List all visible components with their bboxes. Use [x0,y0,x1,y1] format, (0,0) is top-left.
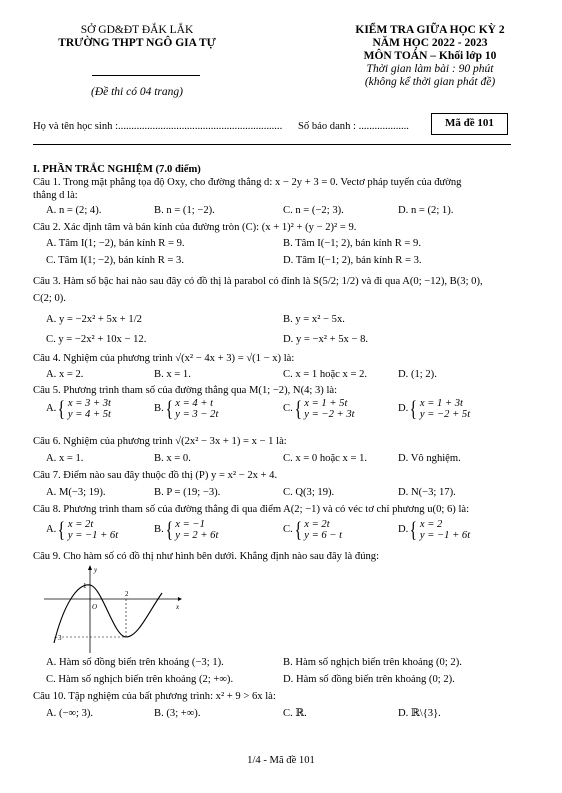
q5-option-b-label: B. [154,403,164,414]
question-1-text-cont: thẳng d là: [33,190,78,201]
q6-option-c: C. x = 0 hoặc x = 1. [283,453,368,464]
q3-option-a: A. y = −2x² + 5x + 1/2 [46,314,142,325]
exam-title: KIỂM TRA GIỮA HỌC KỲ 2 [355,24,505,36]
q7-option-d: D. N(−3; 17). [398,487,456,498]
header-divider-left [92,75,200,76]
q3-option-c: C. y = −2x² + 10x − 12. [46,334,147,345]
page-footer: 1/4 - Mã đề 101 [247,755,315,766]
q5-option-a-label: A. [46,403,57,414]
q5-d-eq2: y = −2 + 5t [419,409,471,420]
q6-option-b: B. x = 0. [154,453,191,464]
q8-option-d-label: D. [398,524,409,535]
brace-icon: { [294,396,302,421]
q5-option-c [283,397,355,421]
q10-option-c: C. ℝ. [283,708,307,719]
q2-option-a: A. Tâm I(1; −2), bán kính R = 9. [46,238,185,249]
q8-option-c-label: C. [283,524,293,535]
q1-option-d: D. n = (2; 1). [398,205,454,216]
q2-option-b: B. Tâm I(−1; 2), bán kính R = 9. [283,238,421,249]
q1-option-b: B. n = (1; −2). [154,205,215,216]
student-id-field: Số báo danh : ................... [298,121,409,132]
q4-option-c: C. x = 1 hoặc x = 2. [283,369,368,380]
q5-option-c-label: C. [283,403,293,414]
q5-c-eq2: y = −2 + 3t [304,409,355,420]
q4-option-b: B. x = 1. [154,369,191,380]
brace-icon: { [294,517,302,542]
q3-option-d: D. y = −x² + 5x − 8. [283,334,369,345]
function-graph [40,563,190,655]
y-axis-arrow-icon [88,565,92,570]
tick-y-neg-label: −3 [54,634,62,642]
brace-icon: { [409,517,418,542]
q8-option-b-label: B. [154,524,164,535]
q8-c-eq2: y = 6 − t [304,530,343,541]
question-7-text: Câu 7. Điểm nào sau đây thuộc đồ thị (P) y = x² − 2x + 4. [33,470,278,481]
q8-d-eq2: y = −1 + 6t [419,530,471,541]
question-6-text: Câu 6. Nghiệm của phương trình √(2x² − 3x + 1) = x − 1 là: [33,436,287,447]
q8-option-c [283,518,342,542]
q7-option-a: A. M(−3; 19). [46,487,106,498]
school-name: TRƯỜNG THPT NGÔ GIA TỰ [58,37,216,49]
brace-icon: { [165,396,173,421]
q9-option-d: D. Hàm số đồng biến trên khoảng (0; 2). [283,674,455,685]
question-9-text: Câu 9. Cho hàm số có đồ thị như hình bên dưới. Khẳng định nào sau đây là đúng: [33,551,380,562]
time-note: (không kể thời gian phát đề) [364,76,496,88]
student-divider [33,144,511,145]
brace-icon: { [57,517,66,542]
q2-option-c: C. Tâm I(1; −2), bán kính R = 3. [46,255,184,266]
function-curve [54,585,162,643]
question-3-text: Câu 3. Hàm số bậc hai nào sau đây có đồ thị là parabol có đỉnh là S(5/2; 1/2) và đi qua A(0; −12), B(3; 0), [33,276,483,287]
q7-option-c: C. Q(3; 19). [283,487,335,498]
tick-y-pos-label: 1 [83,582,87,590]
question-4-text: Câu 4. Nghiệm của phương trình √(x² − 4x + 3) = √(1 − x) là: [33,353,295,364]
school-year: NĂM HỌC 2022 - 2023 [372,37,488,49]
question-10-text: Câu 10. Tập nghiệm của bất phương trình: x² + 9 > 6x là: [33,691,276,702]
page-count-note: (Đề thi có 04 trang) [91,86,183,98]
q7-option-b: B. P = (19; −3). [154,487,221,498]
x-axis-label: x [176,603,180,611]
q1-option-a: A. n = (2; 4). [46,205,102,216]
q8-a-eq1: x = 2t [67,519,94,530]
q8-option-d [398,518,470,542]
question-5-text: Câu 5. Phương trình tham số của đường thẳng qua M(1; −2), N(4; 3) là: [33,385,338,396]
brace-icon: { [57,396,66,421]
q5-option-a [46,397,111,421]
q6-option-a: A. x = 1. [46,453,84,464]
q4-option-d: D. (1; 2). [398,369,437,380]
department-name: SỞ GD&ĐT ĐẮK LẮK [80,24,194,36]
subject-line: MÔN TOÁN – Khối lớp 10 [363,50,497,62]
x-axis-arrow-icon [178,597,182,601]
q8-b-eq2: y = 2 + 6t [175,530,219,541]
q3-option-b: B. y = x² − 5x. [283,314,345,325]
q9-option-a: A. Hàm số đồng biến trên khoảng (−3; 1). [46,657,224,668]
y-axis-label: y [94,566,98,574]
q8-option-b [154,518,218,542]
section-title: I. PHẦN TRẮC NGHIỆM (7.0 điểm) [33,164,201,175]
q6-option-d: D. Vô nghiệm. [398,453,461,464]
time-limit: Thời gian làm bài : 90 phút [366,63,494,75]
brace-icon: { [409,396,418,421]
q8-option-a-label: A. [46,524,57,535]
tick-x-label: 2 [125,590,129,598]
question-3-text-cont: C(2; 0). [33,293,66,304]
q2-option-d: D. Tâm I(−1; 2), bán kính R = 3. [283,255,422,266]
q1-option-c: C. n = (−2; 3). [283,205,344,216]
q8-a-eq2: y = −1 + 6t [67,530,119,541]
q9-option-c: C. Hàm số nghịch biến trên khoảng (2; +∞). [46,674,234,685]
brace-icon: { [165,517,173,542]
exam-code-box: Mã đề 101 [431,113,508,135]
q10-option-b: B. (3; +∞). [154,708,201,719]
q8-c-eq1: x = 2t [304,519,330,530]
q5-a-eq2: y = 4 + 5t [67,409,112,420]
q8-b-eq1: x = −1 [175,519,205,530]
q9-option-b: B. Hàm số nghịch biến trên khoảng (0; 2). [283,657,462,668]
origin-label: O [92,603,98,611]
q8-option-a [46,518,118,542]
question-8-text: Câu 8. Phương trình tham số của đường thẳng đi qua điểm A(2; −1) và có véc tơ chỉ phương u(0; 6) là: [33,504,470,515]
q5-option-b [154,397,218,421]
q8-d-eq1: x = 2 [419,519,443,530]
q5-c-eq1: x = 1 + 5t [304,398,348,409]
q5-a-eq1: x = 3 + 3t [67,398,112,409]
q5-b-eq1: x = 4 + t [175,398,214,409]
q5-option-d-label: D. [398,403,409,414]
student-name-field: Họ và tên học sinh :.............................................................. [33,121,283,132]
q5-option-d [398,397,470,421]
q5-b-eq2: y = 3 − 2t [175,409,219,420]
q4-option-a: A. x = 2. [46,369,84,380]
q10-option-a: A. (−∞; 3). [46,708,94,719]
question-2-text: Câu 2. Xác định tâm và bán kính của đường tròn (C): (x + 1)² + (y − 2)² = 9. [33,222,357,233]
q10-option-d: D. ℝ\{3}. [398,708,441,719]
q5-d-eq1: x = 1 + 3t [419,398,464,409]
question-1-text: Câu 1. Trong mặt phẳng tọa độ Oxy, cho đường thẳng d: x − 2y + 3 = 0. Vectơ pháp tuyến của đường [33,177,462,188]
